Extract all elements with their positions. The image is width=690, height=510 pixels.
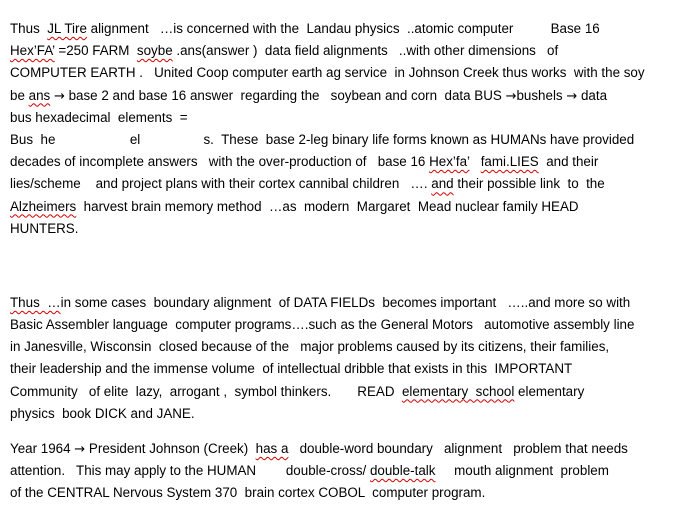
text-run: harvest brain memory method …as modern Margaret Mead nuclear family HEAD — [76, 198, 579, 214]
text-line — [10, 62, 685, 84]
text-run: President Johnson (Creek) — [85, 441, 256, 456]
spellcheck-flagged-word: and — [431, 176, 454, 192]
text-run: COMPUTER EARTH . United Coop computer earth ag service in Johnson Creek thus works with the soy — [10, 65, 645, 81]
arrow-icon: → — [505, 88, 517, 104]
text-run: double-word boundary alignment problem that needs — [288, 441, 628, 456]
text-line — [10, 85, 685, 107]
spellcheck-flagged-word: JL Tire — [47, 21, 87, 36]
text-run: their possible link to the — [453, 176, 605, 192]
paragraph-2 — [10, 292, 685, 425]
text-run: bushels — [516, 87, 567, 103]
paragraph-gap — [10, 240, 685, 292]
spellcheck-flagged-word: has a — [255, 441, 289, 456]
text-run: Year 1964 — [10, 441, 75, 456]
text-line — [10, 18, 685, 40]
text-run: .ans(answer ) data field alignments ..with other dimensions of — [172, 43, 559, 59]
text-line — [10, 381, 685, 403]
spellcheck-flagged-word: double-talk — [369, 463, 436, 479]
text-run: physics book DICK and JANE. — [10, 405, 195, 421]
text-line — [10, 196, 685, 218]
paragraph-gap — [10, 425, 685, 438]
text-line — [10, 460, 685, 482]
document-body — [10, 18, 685, 505]
text-line — [10, 173, 685, 195]
text-line — [10, 482, 685, 504]
arrow-icon: → — [74, 442, 86, 457]
text-run: in Janesville, Wisconsin closed because of the major problems caused by its citizens, their families, — [10, 339, 610, 355]
text-run — [470, 154, 481, 169]
spellcheck-flagged-word: Hex’FA’ — [10, 43, 55, 59]
spellcheck-flagged-word: Hex’fa’ — [429, 154, 470, 170]
text-line — [10, 151, 685, 173]
paragraph-1 — [10, 18, 685, 240]
text-run: and their — [538, 154, 599, 170]
text-run: bus hexadecimal elements = — [10, 109, 188, 125]
text-run: Thus — [10, 21, 48, 36]
text-run: their leadership and the immense volume of intellectual dribble that exists in this IMPORTANT — [10, 361, 573, 377]
text-run: data — [577, 87, 608, 103]
text-line — [10, 218, 685, 240]
arrow-icon: → — [53, 88, 65, 104]
text-line — [10, 403, 685, 425]
paragraph-3 — [10, 438, 685, 505]
text-run: Community of elite lazy, arrogant , symbol thinkers. READ — [10, 383, 402, 399]
text-run: in some cases boundary alignment of DATA FIELDs becomes important …..and more so with — [60, 294, 631, 310]
text-run: attention. This may apply to the HUMAN double-cross/ — [10, 463, 370, 479]
spellcheck-flagged-word: elementary school — [401, 383, 515, 399]
text-line — [10, 438, 685, 460]
text-line — [10, 336, 685, 358]
text-run: be — [10, 87, 29, 103]
spellcheck-flagged-word: ans — [28, 87, 51, 103]
text-run: alignment …is concerned with the Landau physics ..atomic computer Base 16 — [86, 21, 600, 36]
text-run: Bus he el s. These base 2-leg binary life forms known as HUMANs have provided — [10, 131, 635, 147]
spellcheck-flagged-word: soybe — [136, 43, 173, 59]
spellcheck-flagged-word: Thus … — [10, 294, 61, 310]
text-line — [10, 358, 685, 380]
text-line — [10, 129, 685, 151]
text-run: Basic Assembler language computer programs….such as the General Motors automotive assembly line — [10, 317, 635, 333]
arrow-icon: → — [566, 88, 578, 104]
text-run: mouth alignment problem — [435, 463, 609, 479]
text-run: of the CENTRAL Nervous System 370 brain cortex COBOL computer program. — [10, 485, 486, 501]
text-run: base 2 and base 16 answer regarding the soybean and corn data BUS — [64, 87, 506, 103]
text-run: HUNTERS. — [10, 220, 79, 236]
spellcheck-flagged-word: Alzheimers — [10, 198, 77, 214]
text-line — [10, 107, 685, 129]
spellcheck-flagged-word: fami.LIES — [480, 154, 539, 170]
text-run: elementary — [514, 383, 585, 399]
text-line — [10, 314, 685, 336]
text-run: =250 FARM — [54, 43, 137, 59]
text-run: decades of incomplete answers with the over-production of base 16 — [10, 154, 430, 170]
text-line — [10, 40, 685, 62]
text-line — [10, 292, 685, 314]
text-run: lies/scheme and project plans with their cortex cannibal children …. — [10, 176, 432, 192]
